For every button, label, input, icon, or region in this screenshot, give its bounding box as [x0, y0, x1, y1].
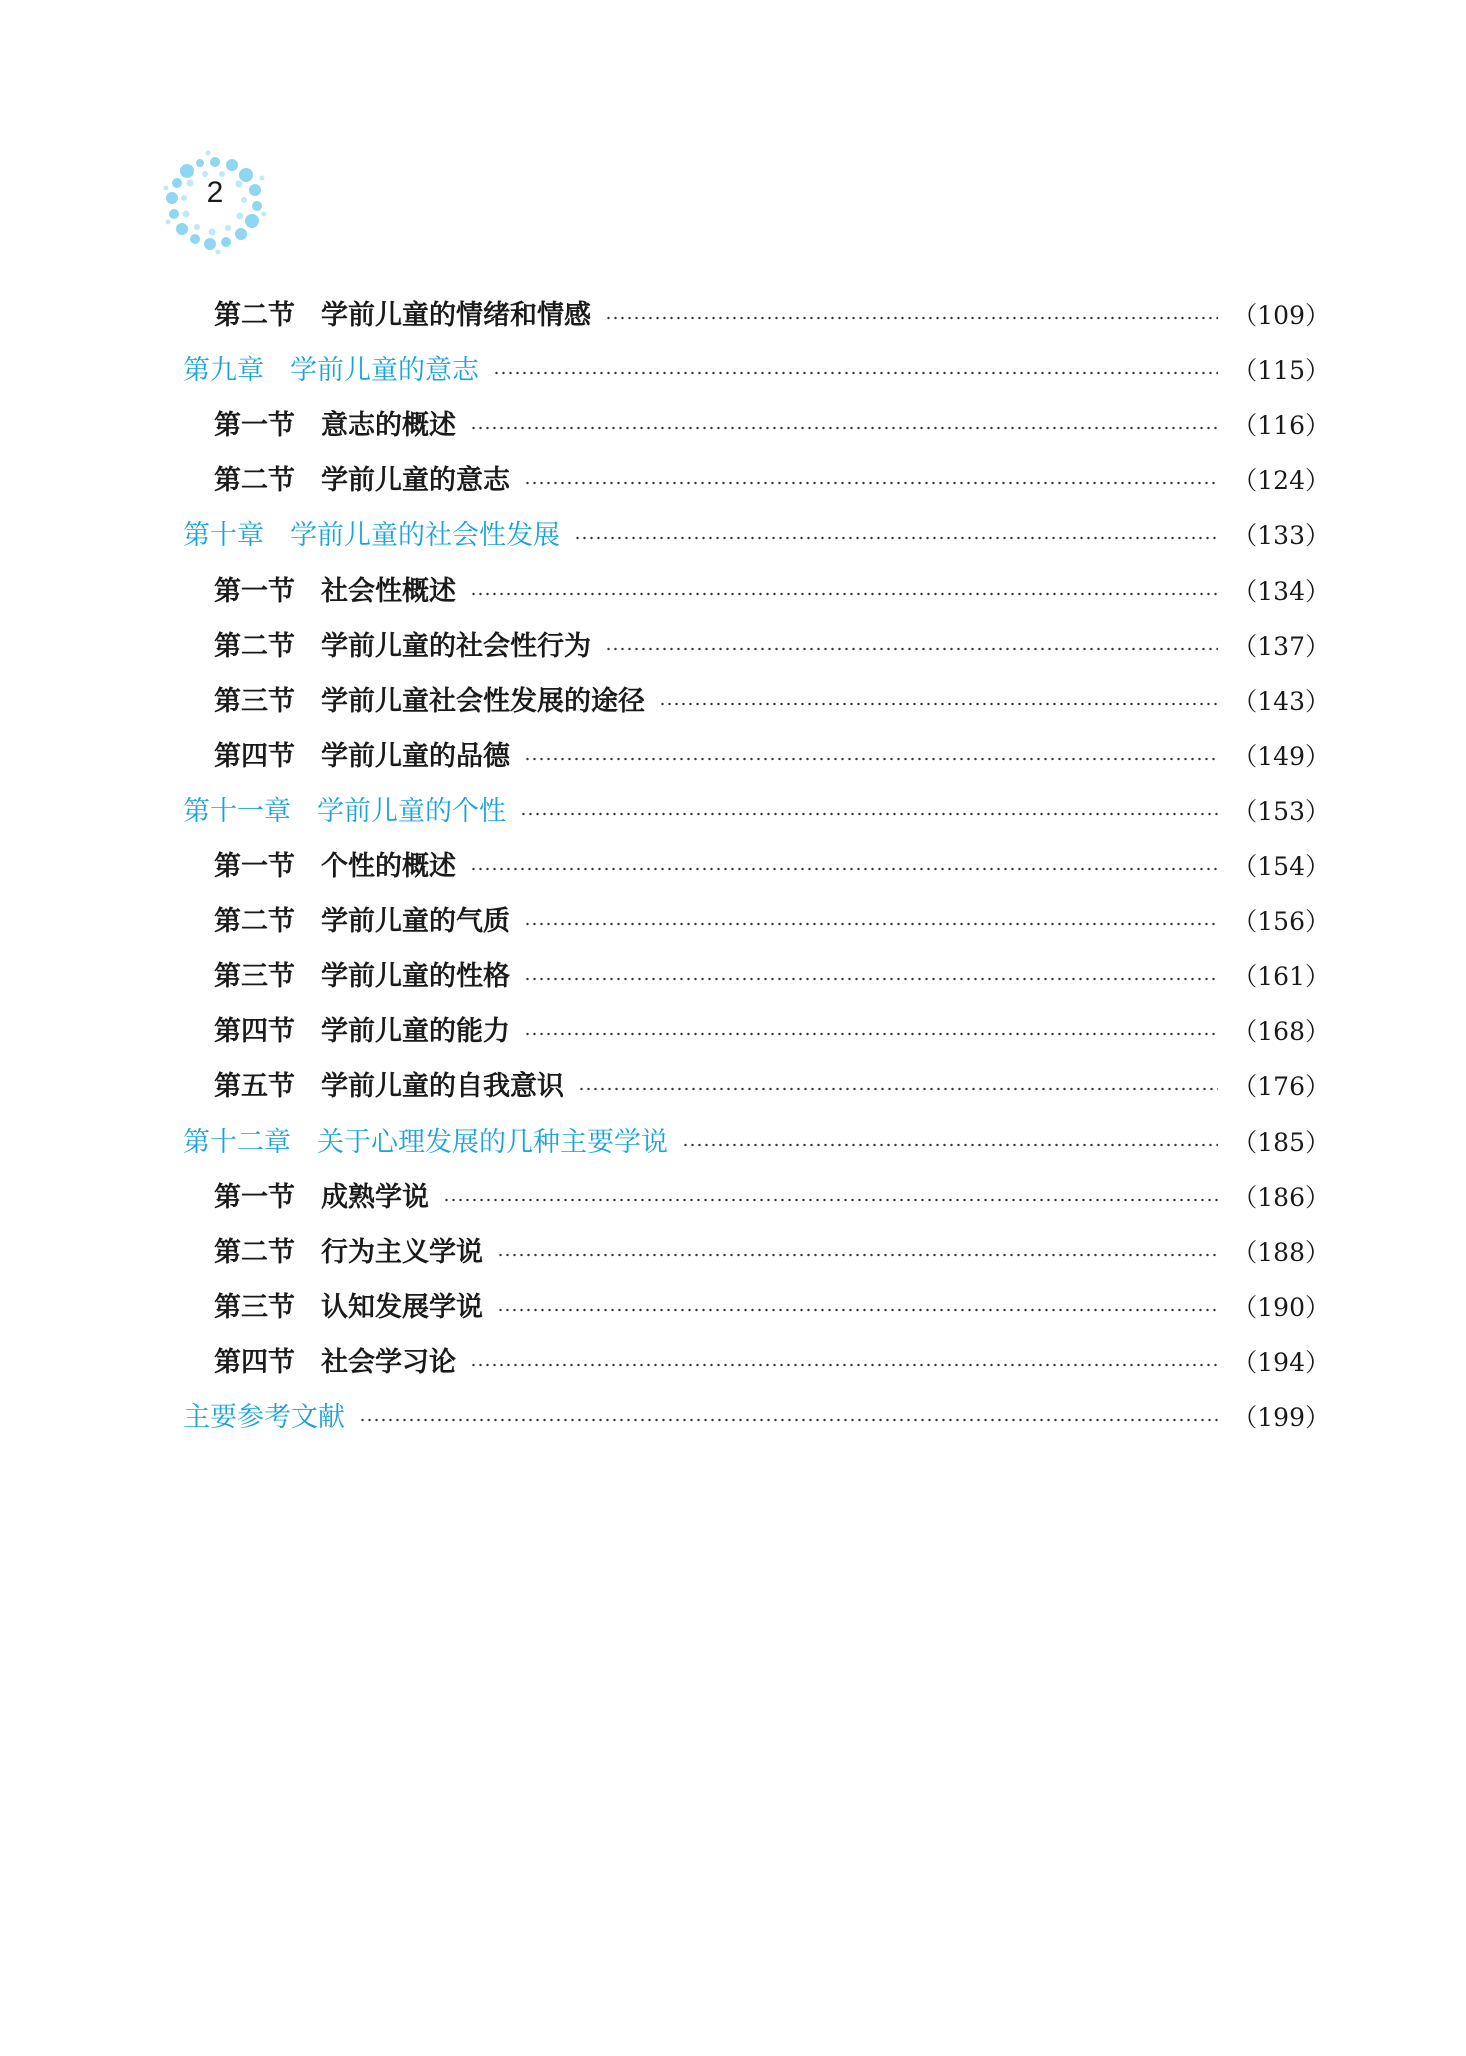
toc-entry-number: 第二节 — [214, 465, 295, 497]
toc-entry-title: 学前儿童的情绪和情感 — [321, 300, 591, 331]
dot-leader — [493, 371, 1218, 375]
dot-leader — [470, 426, 1218, 430]
toc-section-row[interactable] — [214, 1178, 1330, 1218]
toc-entry-title: 意志的概述 — [321, 410, 456, 442]
toc-entry-title: 学前儿童的社会性行为 — [321, 630, 591, 662]
toc-entry-number: 第四节 — [214, 740, 295, 772]
toc-entry-page: （133） — [1232, 521, 1330, 551]
toc-entry-page: （154） — [1232, 852, 1330, 881]
dot-leader — [659, 702, 1218, 706]
toc-entry-page: （124） — [1232, 466, 1330, 496]
toc-section-row[interactable] — [214, 1067, 1330, 1107]
toc-entry-title: 学前儿童的意志 — [321, 465, 510, 497]
toc-entry-page: （186） — [1232, 1182, 1330, 1212]
dot-leader — [497, 1308, 1218, 1312]
toc-entry-title: 学前儿童的品德 — [321, 740, 510, 772]
toc-entry-number: 第十二章 — [183, 1126, 291, 1158]
dot-leader — [470, 867, 1218, 871]
toc-entry-title: 学前儿童的能力 — [321, 1016, 510, 1048]
toc-entry-page: （137） — [1232, 631, 1330, 661]
toc-entry-page: （134） — [1232, 576, 1330, 606]
toc-entry-number: 第一节 — [214, 1181, 295, 1213]
toc-entry-page: （190） — [1232, 1292, 1330, 1322]
toc-entry-page: （194） — [1232, 1347, 1330, 1377]
toc-entry-page: （143） — [1232, 686, 1330, 716]
toc-entry-page: （161） — [1232, 962, 1330, 992]
page-number-badge — [160, 148, 270, 258]
dot-leader — [605, 647, 1218, 651]
toc-entry-page: （188） — [1232, 1237, 1330, 1267]
dot-leader — [359, 1418, 1218, 1422]
toc-section-row[interactable] — [214, 572, 1330, 612]
toc-entry-page: （176） — [1232, 1072, 1330, 1102]
toc-entry-title: 学前儿童的社会性发展 — [290, 520, 560, 552]
toc-section-row[interactable] — [214, 296, 1330, 336]
toc-entry-title: 认知发展学说 — [321, 1291, 483, 1323]
toc-entry-title: 学前儿童的气质 — [321, 906, 510, 938]
toc-section-row[interactable] — [214, 406, 1330, 446]
toc-entry-page: （149） — [1232, 741, 1330, 771]
toc-chapter-row[interactable] — [183, 1398, 1330, 1438]
toc-entry-number: 第二节 — [214, 630, 295, 662]
toc-section-row[interactable] — [214, 627, 1330, 667]
toc-section-row[interactable] — [214, 1233, 1330, 1273]
toc-section-row[interactable] — [214, 1288, 1330, 1328]
toc-section-row[interactable] — [214, 682, 1330, 722]
dot-leader — [520, 812, 1218, 816]
toc-entry-page: （116） — [1232, 411, 1330, 441]
toc-section-row[interactable] — [214, 847, 1330, 887]
toc-entry-title: 学前儿童的个性 — [317, 795, 506, 827]
dot-leader — [470, 592, 1218, 596]
toc-entry-number: 第十一章 — [183, 795, 291, 827]
dot-leader — [574, 536, 1218, 540]
toc-section-row[interactable] — [214, 737, 1330, 777]
toc-entry-page: （185） — [1232, 1127, 1330, 1157]
toc-entry-number: 第二节 — [214, 1236, 295, 1268]
toc-section-row[interactable] — [214, 461, 1330, 501]
toc-entry-number: 第四节 — [214, 1346, 295, 1378]
toc-entry-number: 第三节 — [214, 1291, 295, 1323]
toc-entry-number: 第九章 — [183, 355, 264, 387]
toc-entry-title: 个性的概述 — [321, 851, 456, 882]
toc-entry-number: 第十章 — [183, 520, 264, 552]
dot-leader — [497, 1253, 1218, 1257]
page-number: 2 — [206, 176, 224, 209]
toc-chapter-row[interactable] — [183, 792, 1330, 832]
toc-entry-number: 第二节 — [214, 300, 295, 331]
dot-leader — [524, 757, 1218, 761]
toc-entry-title: 学前儿童的意志 — [290, 355, 479, 387]
toc-entry-page: （115） — [1232, 356, 1330, 386]
dot-leader — [524, 977, 1218, 981]
toc-entry-page: （168） — [1232, 1017, 1330, 1047]
toc-entry-number: 第三节 — [214, 685, 295, 717]
dot-leader — [524, 922, 1218, 926]
dot-leader — [682, 1143, 1218, 1147]
toc-entry-number: 第二节 — [214, 906, 295, 938]
toc-entry-number: 第一节 — [214, 410, 295, 442]
toc-chapter-row[interactable] — [183, 516, 1330, 556]
toc-entry-title: 学前儿童社会性发展的途径 — [321, 685, 645, 717]
toc-entry-number: 第五节 — [214, 1071, 295, 1103]
toc-entry-title: 学前儿童的自我意识 — [321, 1071, 564, 1103]
toc-entry-number: 第一节 — [214, 851, 295, 882]
toc-section-row[interactable] — [214, 1343, 1330, 1383]
toc-section-row[interactable] — [214, 902, 1330, 942]
toc-entry-title: 关于心理发展的几种主要学说 — [317, 1126, 668, 1158]
toc-entry-title: 社会学习论 — [321, 1346, 456, 1378]
dot-leader — [524, 481, 1218, 485]
toc-entry-number: 第四节 — [214, 1016, 295, 1048]
dot-leader — [443, 1198, 1218, 1202]
toc-entry-page: （156） — [1232, 907, 1330, 937]
toc-entry-page: （109） — [1232, 301, 1330, 330]
toc-chapter-row[interactable] — [183, 351, 1330, 391]
toc-entry-number: 第一节 — [214, 575, 295, 607]
toc-entry-title: 学前儿童的性格 — [321, 961, 510, 993]
dot-leader — [605, 316, 1218, 320]
toc-entry-number: 第三节 — [214, 961, 295, 993]
toc-entry-title: 社会性概述 — [321, 575, 456, 607]
toc-entry-title: 行为主义学说 — [321, 1236, 483, 1268]
toc-chapter-row[interactable] — [183, 1123, 1330, 1163]
toc-entry-page: （199） — [1232, 1403, 1330, 1432]
dot-leader — [470, 1363, 1218, 1367]
dot-leader — [578, 1087, 1218, 1091]
dot-leader — [524, 1032, 1218, 1036]
toc-section-row[interactable] — [214, 1012, 1330, 1052]
toc-section-row[interactable] — [214, 957, 1330, 997]
toc-entry-title: 成熟学说 — [321, 1181, 429, 1213]
toc-entry-page: （153） — [1232, 796, 1330, 826]
toc-entry-title: 主要参考文献 — [183, 1402, 345, 1433]
